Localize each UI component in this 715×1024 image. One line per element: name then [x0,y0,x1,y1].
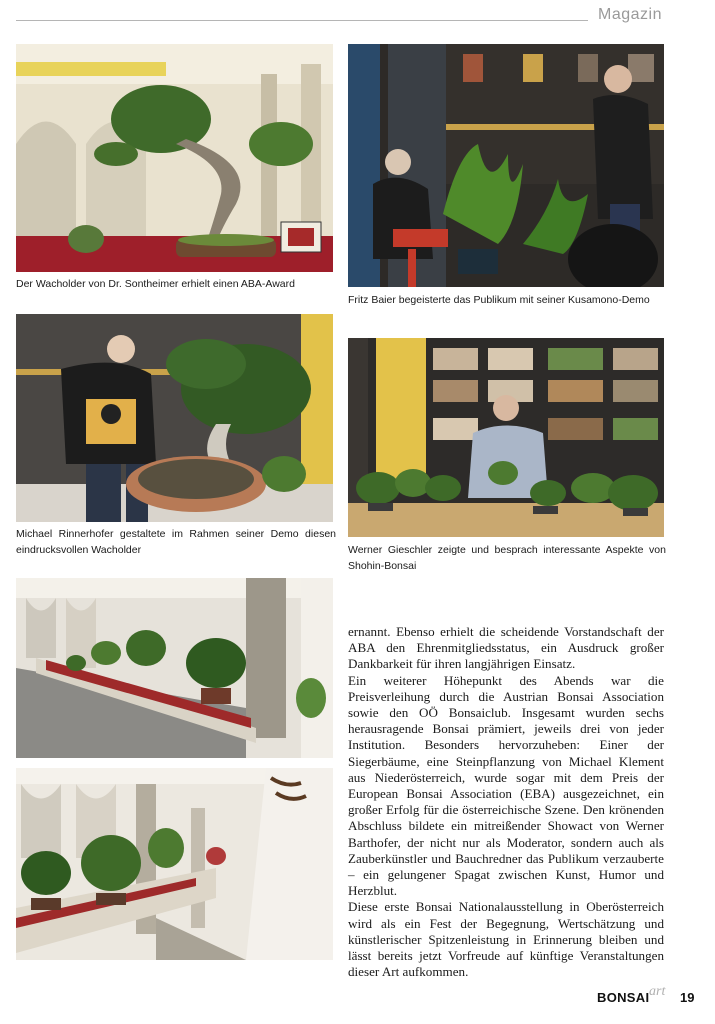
photo-kusamono-demo [348,44,664,287]
caption-gieschler: Werner Gieschler zeigte und besprach interessante Aspekte von Shohin-Bonsai [348,544,666,572]
section-title: Magazin [598,6,662,23]
article-paragraph: Ein weiterer Höhepunkt des Abends war die Preisverleihung durch die Austrian Bonsai Association sowie den OÖ Bonsaiclub. Insgesamt wurden sechs herausragende Bonsai prämiert, jeweils drei von jeder Institution. Besonders hervorzuheben: Einer der Siegerbäume, eine Steinpflanzung von Michael Klement aus Niederösterreich, wurde sogar mit dem Preis der European Bonsai Association (EBA) ausgezeichnet, ein großer Erfolg für die österreichische Szene. Den krönenden Abschluss bildete ein mitreißender Showact von Werner Barthofer, der nicht nur als Moderator, sondern auch als Zauberkünstler und Bauchredner das Publikum verzauberte – ein gelungener Spagat zwischen Kunst, Humor und Herzblut. [348,672,664,899]
page-number: 19 [680,990,695,1005]
article-paragraph: ernannt. Ebenso erhielt die scheidende Vorstandschaft der ABA den Ehrenmitgliedsstatus, ein Ausdruck großer Dankbarkeit für ihren langjährigen Einsatz. [348,624,664,672]
photo-arcade-corridor [16,768,333,960]
caption-rinnerhofer: Michael Rinnerhofer gestaltete im Rahmen seiner Demo diesen eindrucksvollen Wacholder [16,528,336,556]
article-paragraph: Diese erste Bonsai Nationalausstellung in Oberösterreich wird als ein Fest der Begegnung, Wertschätzung und künstlerischer Spitzenleistung in Erinnerung bleiben und lässt bereits jetzt Vorfreude auf künftige Veranstaltungen dieser Art aufkommen. [348,899,664,980]
article-body [348,624,664,980]
caption-kusamono: Fritz Baier begeisterte das Publikum mit seiner Kusamono-Demo [348,294,650,306]
caption-juniper: Der Wacholder von Dr. Sontheimer erhielt einen ABA-Award [16,278,295,290]
magazine-brand: BONSAI [597,990,650,1005]
magazine-brand-suffix: art [649,984,666,999]
photo-gieschler-shohin [348,338,664,537]
photo-arcade-exhibition [16,578,333,758]
photo-juniper-bonsai [16,44,333,272]
header-rule [16,20,588,21]
photo-rinnerhofer-juniper [16,314,333,522]
